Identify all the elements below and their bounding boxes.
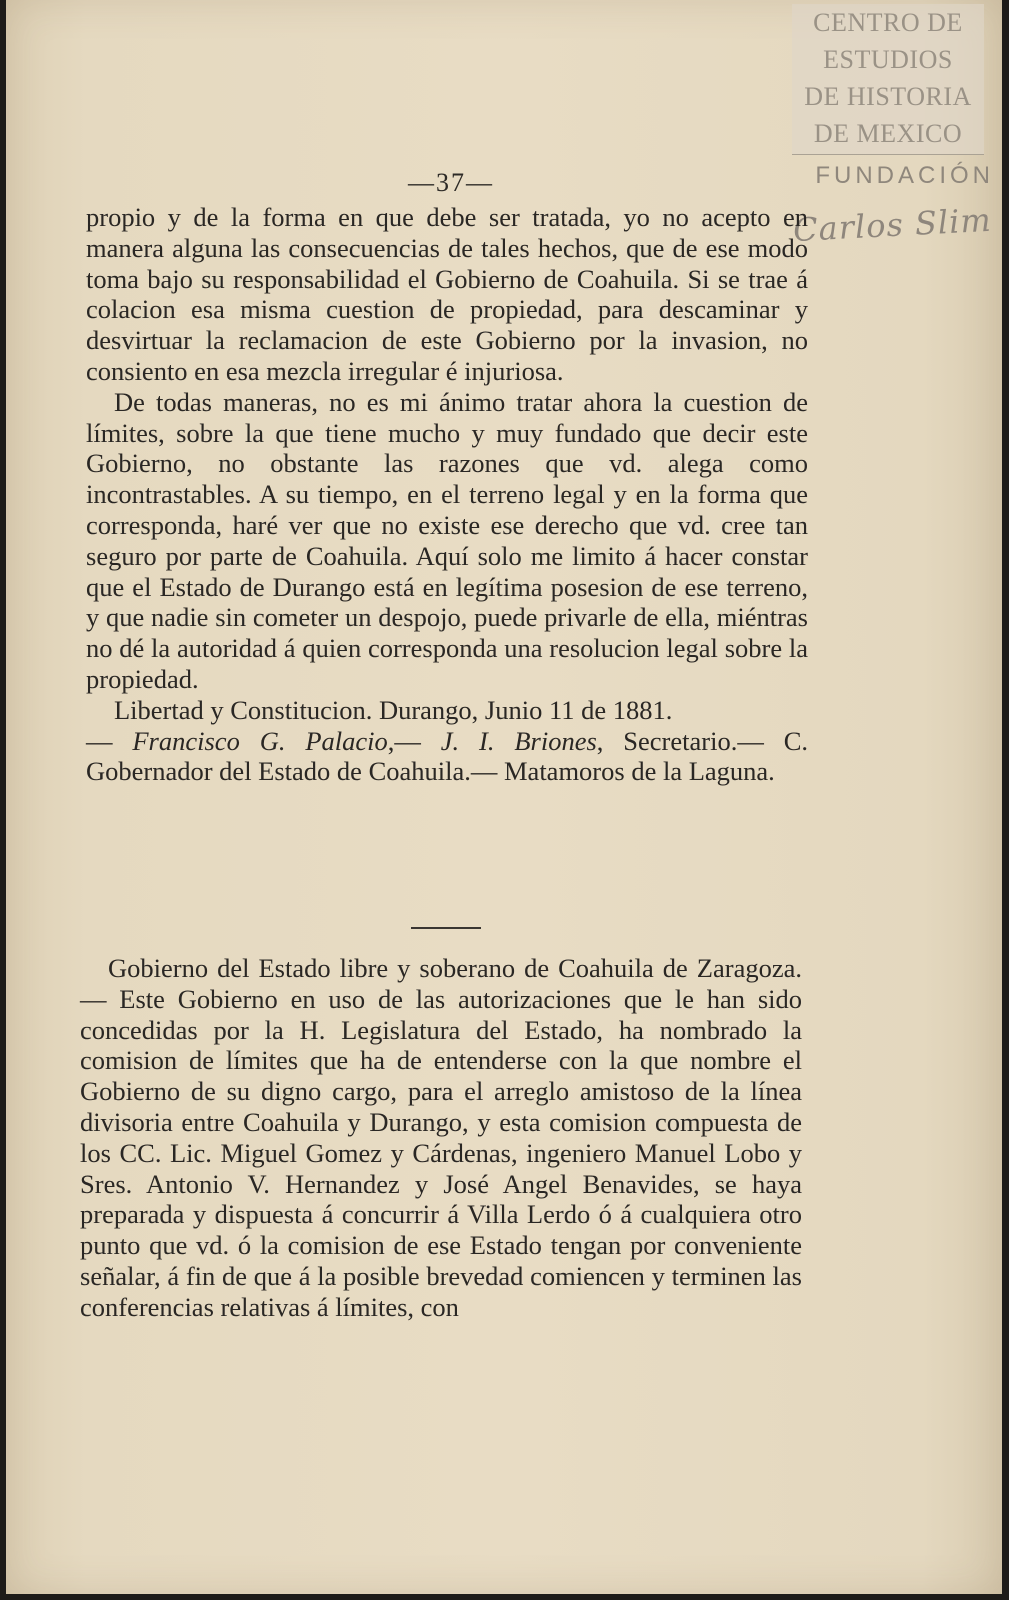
paragraph: propio y de la forma en que debe ser tratada, yo no acepto en manera alguna las consecuencias de tales hechos, que de ese modo toma bajo su responsabilidad el Gobierno de Coahuila. Si se trae á colacion esa misma cuestion de propiedad, para descaminar y desvirtuar la reclamacion de este Gobierno por la invasion, no consiento en esa mezcla irregular é injuriosa. xyxy=(86,202,808,386)
section-divider xyxy=(411,927,481,929)
letter-body xyxy=(86,202,808,787)
archive-stamp xyxy=(792,4,984,155)
closing-line: Libertad y Constitucion. Durango, Junio 11 de 1881. xyxy=(114,694,673,725)
paragraph: Gobierno del Estado libre y soberano de Coahuila de Zaragoza.— Este Gobierno en uso de las autorizaciones que le han sido concedidas por la H. Legislatura del Estado, ha nombrado la comision de límites que ha de entenderse con la que nombre el Gobierno de su digno cargo, para el arreglo amistoso de la línea divisoria entre Coahuila y Durango, y esta comision compuesta de los CC. Lic. Miguel Gomez y Cárdenas, ingeniero Manuel Lobo y Sres. Antonio V. Hernandez y José Angel Benavides, se haya preparada y dispuesta á concurrir á Villa Lerdo ó á cualquiera otro punto que vd. ó la comision de ese Estado tengan por conveniente señalar, á fin de que á la posible brevedad comiencen y terminen las conferencias relativas á límites, con xyxy=(80,953,802,1322)
signatory-name: Francisco G. Palacio xyxy=(132,725,388,756)
page-number: —37— xyxy=(408,168,494,197)
dash: ,— xyxy=(387,725,441,756)
foundation-signature: Carlos Slim xyxy=(792,200,993,250)
signature-rest: , Secretario.— C. Gobernador del Estado de Coahuila.— Matamoros de la Laguna. xyxy=(86,725,809,787)
stamp-line: ESTUDIOS xyxy=(823,45,953,74)
signature-line xyxy=(86,726,808,788)
signatory-name: J. I. Briones xyxy=(440,725,597,756)
foundation-label: FUNDACIÓN xyxy=(815,162,994,189)
letter-body xyxy=(80,953,802,1323)
stamp-line: DE MEXICO xyxy=(813,119,963,148)
stamp-line: DE HISTORIA xyxy=(804,82,972,111)
stamp-line: CENTRO DE xyxy=(813,8,963,37)
document-page xyxy=(6,0,1002,1594)
paragraph: De todas maneras, no es mi ánimo tratar ahora la cuestion de límites, sobre la que tiene mucho y muy fundado que decir este Gobierno, no obstante las razones que vd. alega como incontrastables. A su tiempo, en el terreno legal y en la forma que corresponda, haré ver que no existe ese derecho que vd. cree tan seguro por parte de Coahuila. Aquí solo me limito á hacer constar que el Estado de Durango está en legítima posesion de ese terreno, y que nadie sin cometer un despojo, puede privarle de ella, miéntras no dé la autoridad á quien corresponda una resolucion legal sobre la propiedad. xyxy=(86,386,808,694)
dash: — xyxy=(86,725,113,756)
